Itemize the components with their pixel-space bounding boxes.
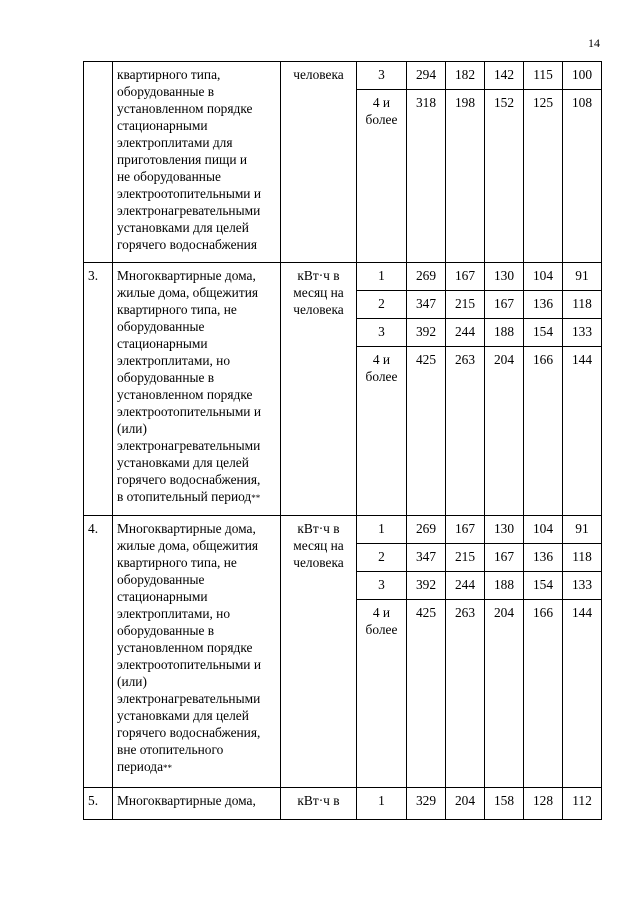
residents-count: [357, 788, 407, 820]
category-text-line: горячего водоснабжения,: [117, 725, 261, 740]
norm-value: 136: [524, 291, 563, 319]
row-number: [84, 62, 113, 263]
norm-value: 166: [524, 600, 563, 788]
table-body: [84, 62, 602, 820]
norm-value: 125: [524, 90, 563, 263]
norm-value: 104: [524, 263, 563, 291]
norm-value: 392: [407, 319, 446, 347]
norm-value: 167: [446, 263, 485, 291]
residents-text-line: более: [365, 369, 398, 384]
category-text-line: [117, 488, 277, 507]
residents-text-line: 4 и: [372, 605, 391, 620]
norm-value: 215: [446, 544, 485, 572]
footnote-mark: **: [251, 493, 261, 503]
category-text-line: квартирного типа,: [117, 67, 221, 82]
residents-text-line: 4 и: [372, 95, 391, 110]
norm-value: 269: [407, 263, 446, 291]
residents-text-line: 2: [378, 549, 385, 564]
norm-value: 144: [563, 600, 602, 788]
norm-value: 142: [485, 62, 524, 90]
norm-value: 204: [485, 347, 524, 516]
unit-text-line: кВт·ч в: [297, 793, 340, 808]
category-text-line: электроотопительными и: [117, 404, 261, 419]
norm-value: 182: [446, 62, 485, 90]
unit-text-line: кВт·ч в: [297, 521, 340, 536]
residents-text-line: 2: [378, 296, 385, 311]
norm-value: 347: [407, 291, 446, 319]
category-text-line: электронагревательными: [117, 691, 261, 706]
building-category: [113, 62, 281, 263]
norm-value: 136: [524, 544, 563, 572]
page-number: 14: [588, 36, 600, 50]
norm-value: 188: [485, 572, 524, 600]
norm-value: 130: [485, 263, 524, 291]
table-row: [84, 516, 602, 544]
category-text-line: жилые дома, общежития: [117, 538, 259, 553]
norm-value: 244: [446, 572, 485, 600]
row-number: 3.: [84, 263, 113, 516]
residents-count: [357, 347, 407, 516]
table-row: [84, 263, 602, 291]
category-text-line: жилые дома, общежития: [117, 285, 259, 300]
category-text-line: стационарными: [117, 589, 208, 604]
norm-value: 329: [407, 788, 446, 820]
residents-count: [357, 90, 407, 263]
norm-value: 198: [446, 90, 485, 263]
category-text-line: электроотопительными и: [117, 186, 261, 201]
residents-text-line: 4 и: [372, 352, 391, 367]
building-category: [113, 263, 281, 516]
residents-text-line: более: [365, 112, 398, 127]
norm-value: 263: [446, 600, 485, 788]
residents-count: [357, 291, 407, 319]
category-text-line: электроплитами, но: [117, 353, 231, 368]
consumption-norms-table: [83, 61, 602, 820]
category-text-line: установками для целей: [117, 220, 249, 235]
unit-text-line: человека: [293, 555, 344, 570]
category-text-line: электроплитами для: [117, 135, 233, 150]
norm-value: 112: [563, 788, 602, 820]
norm-value: 130: [485, 516, 524, 544]
category-text-line: Многоквартирные дома,: [117, 521, 256, 536]
norm-value: 118: [563, 544, 602, 572]
residents-text-line: более: [365, 622, 398, 637]
norm-value: 188: [485, 319, 524, 347]
residents-count: [357, 62, 407, 90]
category-text-line: электроотопительными и: [117, 657, 261, 672]
norm-value: 244: [446, 319, 485, 347]
category-text-line: (или): [117, 674, 147, 689]
norm-value: 104: [524, 516, 563, 544]
unit-text-line: человека: [293, 302, 344, 317]
category-text-line: оборудованные: [117, 319, 205, 334]
norm-value: 154: [524, 319, 563, 347]
residents-count: [357, 572, 407, 600]
norm-value: 215: [446, 291, 485, 319]
norm-value: 269: [407, 516, 446, 544]
category-text-line: стационарными: [117, 336, 208, 351]
norm-value: 91: [563, 516, 602, 544]
norm-value: 425: [407, 600, 446, 788]
category-text-line: оборудованные: [117, 572, 205, 587]
norm-value: 144: [563, 347, 602, 516]
category-text-line: квартирного типа, не: [117, 302, 237, 317]
norm-value: 108: [563, 90, 602, 263]
unit-text-line: месяц на: [293, 538, 344, 553]
category-text-line: оборудованные в: [117, 84, 215, 99]
category-text-line: горячего водоснабжения,: [117, 472, 261, 487]
norm-value: 133: [563, 319, 602, 347]
category-text-last: периода: [117, 759, 164, 774]
residents-text-line: 1: [378, 793, 385, 808]
norm-value: 158: [485, 788, 524, 820]
norm-value: 128: [524, 788, 563, 820]
category-text-line: оборудованные в: [117, 370, 215, 385]
category-text-line: стационарными: [117, 118, 208, 133]
norm-value: 100: [563, 62, 602, 90]
norm-value: 133: [563, 572, 602, 600]
residents-text-line: 1: [378, 521, 385, 536]
unit-of-measure: [281, 263, 357, 516]
norm-value: 118: [563, 291, 602, 319]
category-text-line: установками для целей: [117, 708, 249, 723]
norm-value: 263: [446, 347, 485, 516]
norm-value: 154: [524, 572, 563, 600]
norm-value: 318: [407, 90, 446, 263]
norm-value: 392: [407, 572, 446, 600]
unit-of-measure: [281, 62, 357, 263]
residents-count: [357, 544, 407, 572]
table-row: [84, 788, 602, 820]
norm-value: 204: [446, 788, 485, 820]
category-text-line: Многоквартирные дома,: [117, 793, 256, 808]
norm-value: 204: [485, 600, 524, 788]
category-text-line: установками для целей: [117, 455, 249, 470]
category-text-line: электроплитами, но: [117, 606, 231, 621]
row-number: 4.: [84, 516, 113, 788]
table-row: [84, 62, 602, 90]
category-text-line: Многоквартирные дома,: [117, 268, 256, 283]
category-text-line: электронагревательными: [117, 203, 261, 218]
norm-value: 91: [563, 263, 602, 291]
building-category: [113, 516, 281, 788]
category-text-line: [117, 758, 277, 777]
residents-text-line: 1: [378, 268, 385, 283]
category-text-line: не оборудованные: [117, 169, 221, 184]
category-text-last: в отопительный период: [117, 489, 252, 504]
norm-value: 167: [446, 516, 485, 544]
norm-value: 167: [485, 544, 524, 572]
residents-count: [357, 600, 407, 788]
building-category: [113, 788, 281, 820]
category-text-line: установленном порядке: [117, 640, 253, 655]
category-text-line: приготовления пищи и: [117, 152, 248, 167]
norm-value: 425: [407, 347, 446, 516]
category-text-line: вне отопительного: [117, 742, 224, 757]
norm-value: 294: [407, 62, 446, 90]
norm-value: 166: [524, 347, 563, 516]
unit-of-measure: [281, 788, 357, 820]
residents-text-line: 3: [378, 324, 385, 339]
category-text-line: оборудованные в: [117, 623, 215, 638]
norm-value: 115: [524, 62, 563, 90]
unit-text-line: кВт·ч в: [297, 268, 340, 283]
category-text-line: электронагревательными: [117, 438, 261, 453]
category-text-line: установленном порядке: [117, 101, 253, 116]
residents-count: [357, 319, 407, 347]
residents-text-line: 3: [378, 67, 385, 82]
unit-of-measure: [281, 516, 357, 788]
norm-value: 347: [407, 544, 446, 572]
category-text-line: квартирного типа, не: [117, 555, 237, 570]
category-text-line: установленном порядке: [117, 387, 253, 402]
category-text-line: (или): [117, 421, 147, 436]
norm-value: 167: [485, 291, 524, 319]
residents-count: [357, 263, 407, 291]
category-text-line: горячего водоснабжения: [117, 237, 258, 252]
unit-text-line: человека: [293, 67, 344, 82]
unit-text-line: месяц на: [293, 285, 344, 300]
residents-count: [357, 516, 407, 544]
norm-value: 152: [485, 90, 524, 263]
residents-text-line: 3: [378, 577, 385, 592]
row-number: 5.: [84, 788, 113, 820]
footnote-mark: **: [163, 763, 173, 773]
